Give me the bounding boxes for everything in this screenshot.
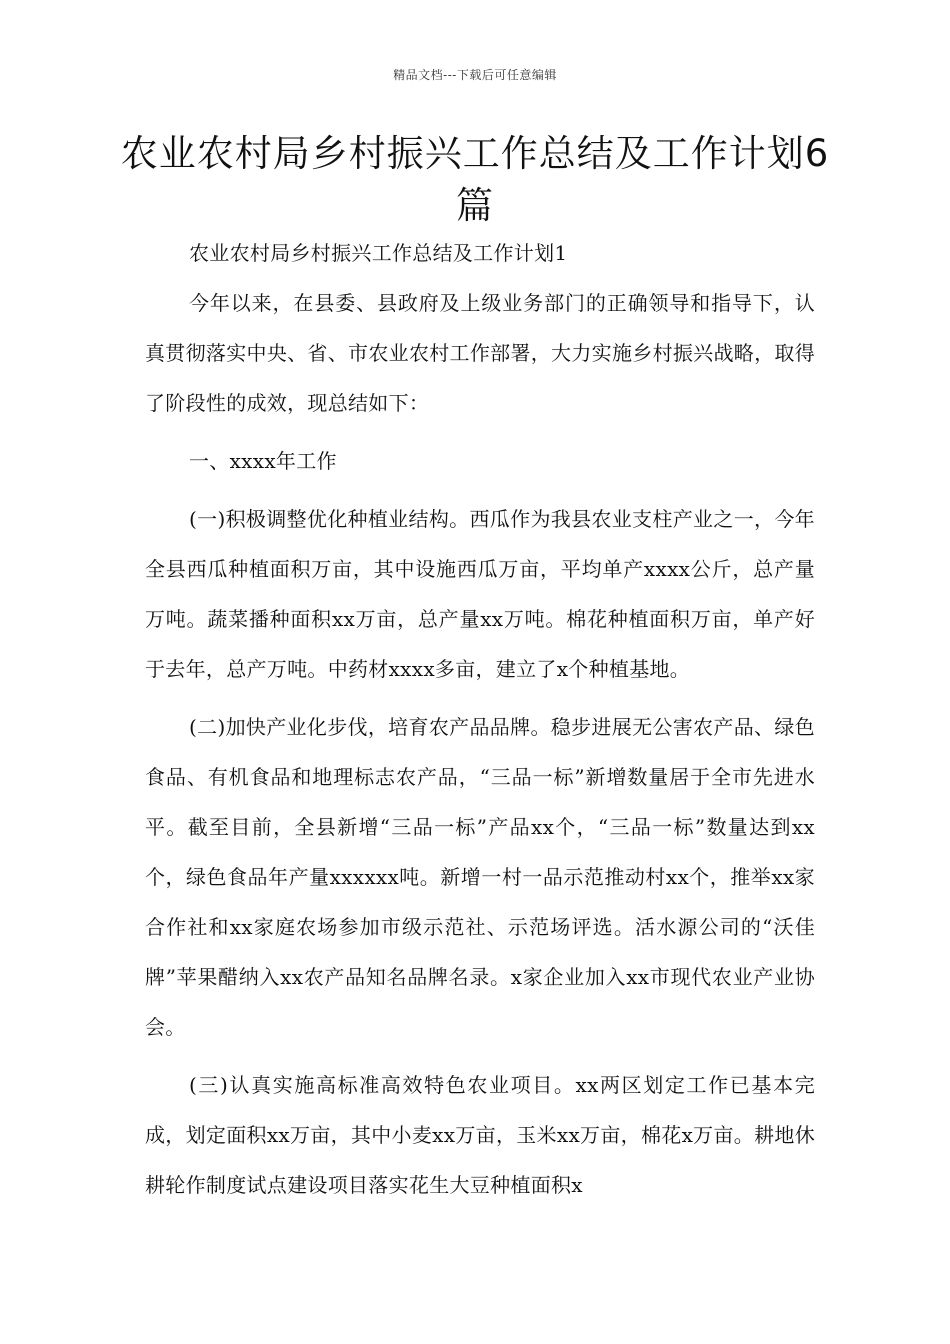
document-body <box>145 228 815 1218</box>
section-subtitle: 农业农村局乡村振兴工作总结及工作计划1 <box>189 241 568 265</box>
section-heading: 一、xxxx年工作 <box>189 449 337 473</box>
header-note: 精品文档---下载后可任意编辑 <box>393 68 557 82</box>
body-paragraph: (一)积极调整优化种植业结构。西瓜作为我县农业支柱产业之一，今年全县西瓜种植面积万亩，其中设施西瓜万亩，平均单产xxxx公斤，总产量万吨。蔬菜播种面积xx万亩，总产量xx万吨。棉花种植面积万亩，单产好于去年，总产万吨。中药材xxxx多亩，建立了x个种植基地。 <box>145 507 815 681</box>
body-paragraph: (二)加快产业化步伐，培育农产品品牌。稳步进展无公害农产品、绿色食品、有机食品和地理标志农产品，“三品一标”新增数量居于全市先进水平。截至目前，全县新增“三品一标”产品xx个，“三品一标”数量达到xx个，绿色食品年产量xxxxxx吨。新增一村一品示范推动村xx个，推举xx家合作社和xx家庭农场参加市级示范社、示范场评选。活水源公司的“沃佳牌”苹果醋纳入xx农产品知名品牌名录。x家企业加入xx市现代农业产业协会。 <box>145 715 815 1039</box>
document-title: 农业农村局乡村振兴工作总结及工作计划6篇 <box>120 132 830 227</box>
body-paragraph: (三)认真实施高标准高效特色农业项目。xx两区划定工作已基本完成，划定面积xx万亩，其中小麦xx万亩，玉米xx万亩，棉花x万亩。耕地休耕轮作制度试点建设项目落实花生大豆种植面积x <box>145 1073 815 1197</box>
intro-paragraph: 今年以来，在县委、县政府及上级业务部门的正确领导和指导下，认真贯彻落实中央、省、市农业农村工作部署，大力实施乡村振兴战略，取得了阶段性的成效，现总结如下： <box>145 291 815 415</box>
